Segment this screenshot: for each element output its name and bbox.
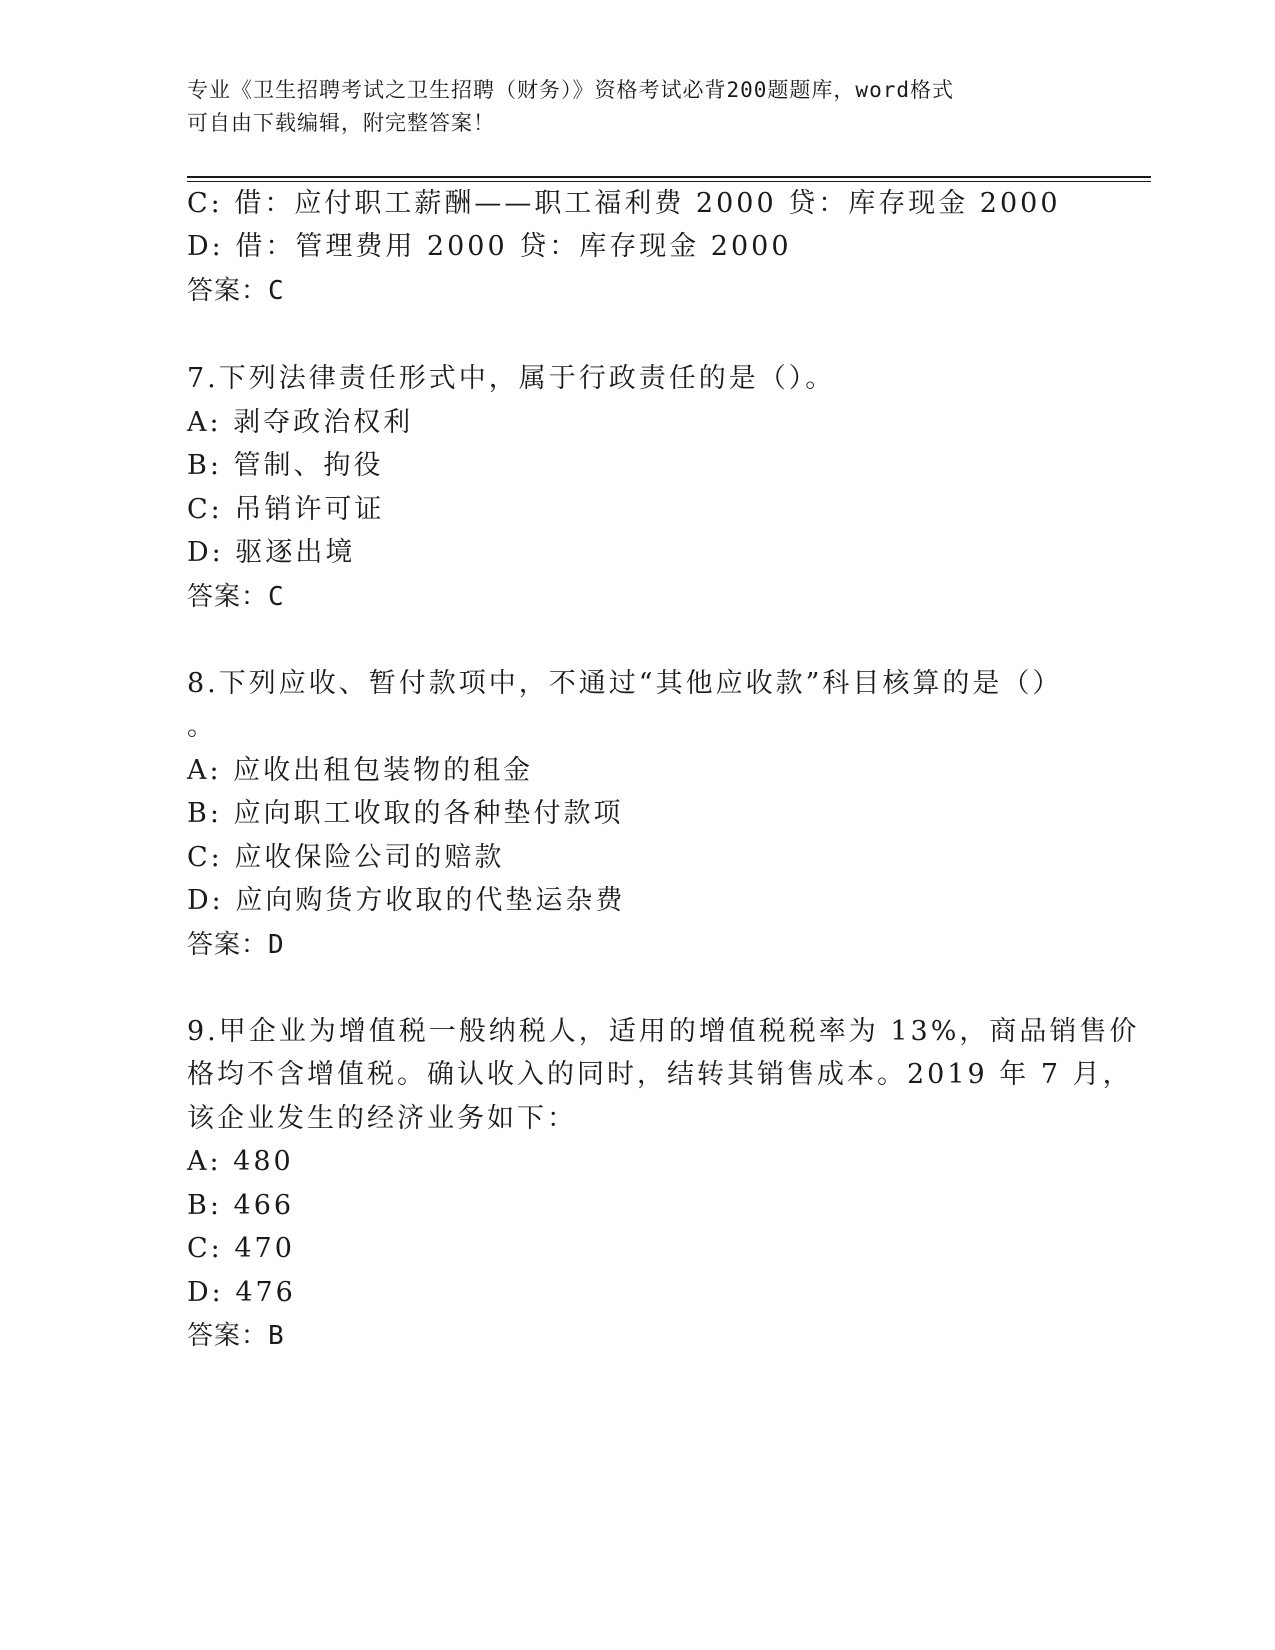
q7-option-b: B: 管制、拘役 [187,450,384,481]
q7-stem: 7.下列法律责任形式中，属于行政责任的是（）。 [187,363,836,394]
q9-option-b: B: 466 [187,1190,295,1221]
q9-stem-line-3: 该企业发生的经济业务如下： [187,1103,577,1134]
q9-option-a: A: 480 [187,1146,294,1177]
header-title-line-1: 专业《卫生招聘考试之卫生招聘（财务）》资格考试必背200题题库，word格式 [187,78,954,102]
q8-option-a: A: 应收出租包装物的租金 [187,755,534,786]
q9-option-c: C: 470 [187,1233,295,1264]
q9-option-d: D: 476 [187,1277,296,1308]
q8-option-b: B: 应向职工收取的各种垫付款项 [187,798,624,829]
prev-option-d: D: 借：管理费用 2000 贷：库存现金 2000 [187,231,792,262]
q9-stem-line-2: 格均不含增值税。确认收入的同时，结转其销售成本。2019 年 7 月， [187,1059,1133,1090]
prev-answer: 答案：C [187,276,285,306]
header-title-line-2: 可自由下载编辑，附完整答案！ [187,111,495,135]
q8-answer: 答案：D [187,930,285,960]
q8-stem-line-1: 8.下列应收、暂付款项中，不通过“其他应收款”科目核算的是（） [187,668,1063,699]
prev-option-c: C: 借：应付职工薪酬——职工福利费 2000 贷：库存现金 2000 [187,188,1061,219]
q7-option-d: D: 驱逐出境 [187,537,356,568]
q7-answer: 答案：C [187,582,285,612]
q7-option-a: A: 剥夺政治权利 [187,407,414,438]
header-divider-thin [187,181,1151,182]
header-divider-thick [187,176,1151,178]
q8-stem-line-2: 。 [187,711,217,742]
q7-option-c: C: 吊销许可证 [187,494,385,525]
q9-answer: 答案：B [187,1321,285,1351]
q8-option-c: C: 应收保险公司的赔款 [187,842,505,873]
q8-option-d: D: 应向购货方收取的代垫运杂费 [187,885,626,916]
document-header [187,74,1087,140]
q9-stem-line-1: 9.甲企业为增值税一般纳税人，适用的增值税税率为 13%，商品销售价 [187,1016,1140,1047]
